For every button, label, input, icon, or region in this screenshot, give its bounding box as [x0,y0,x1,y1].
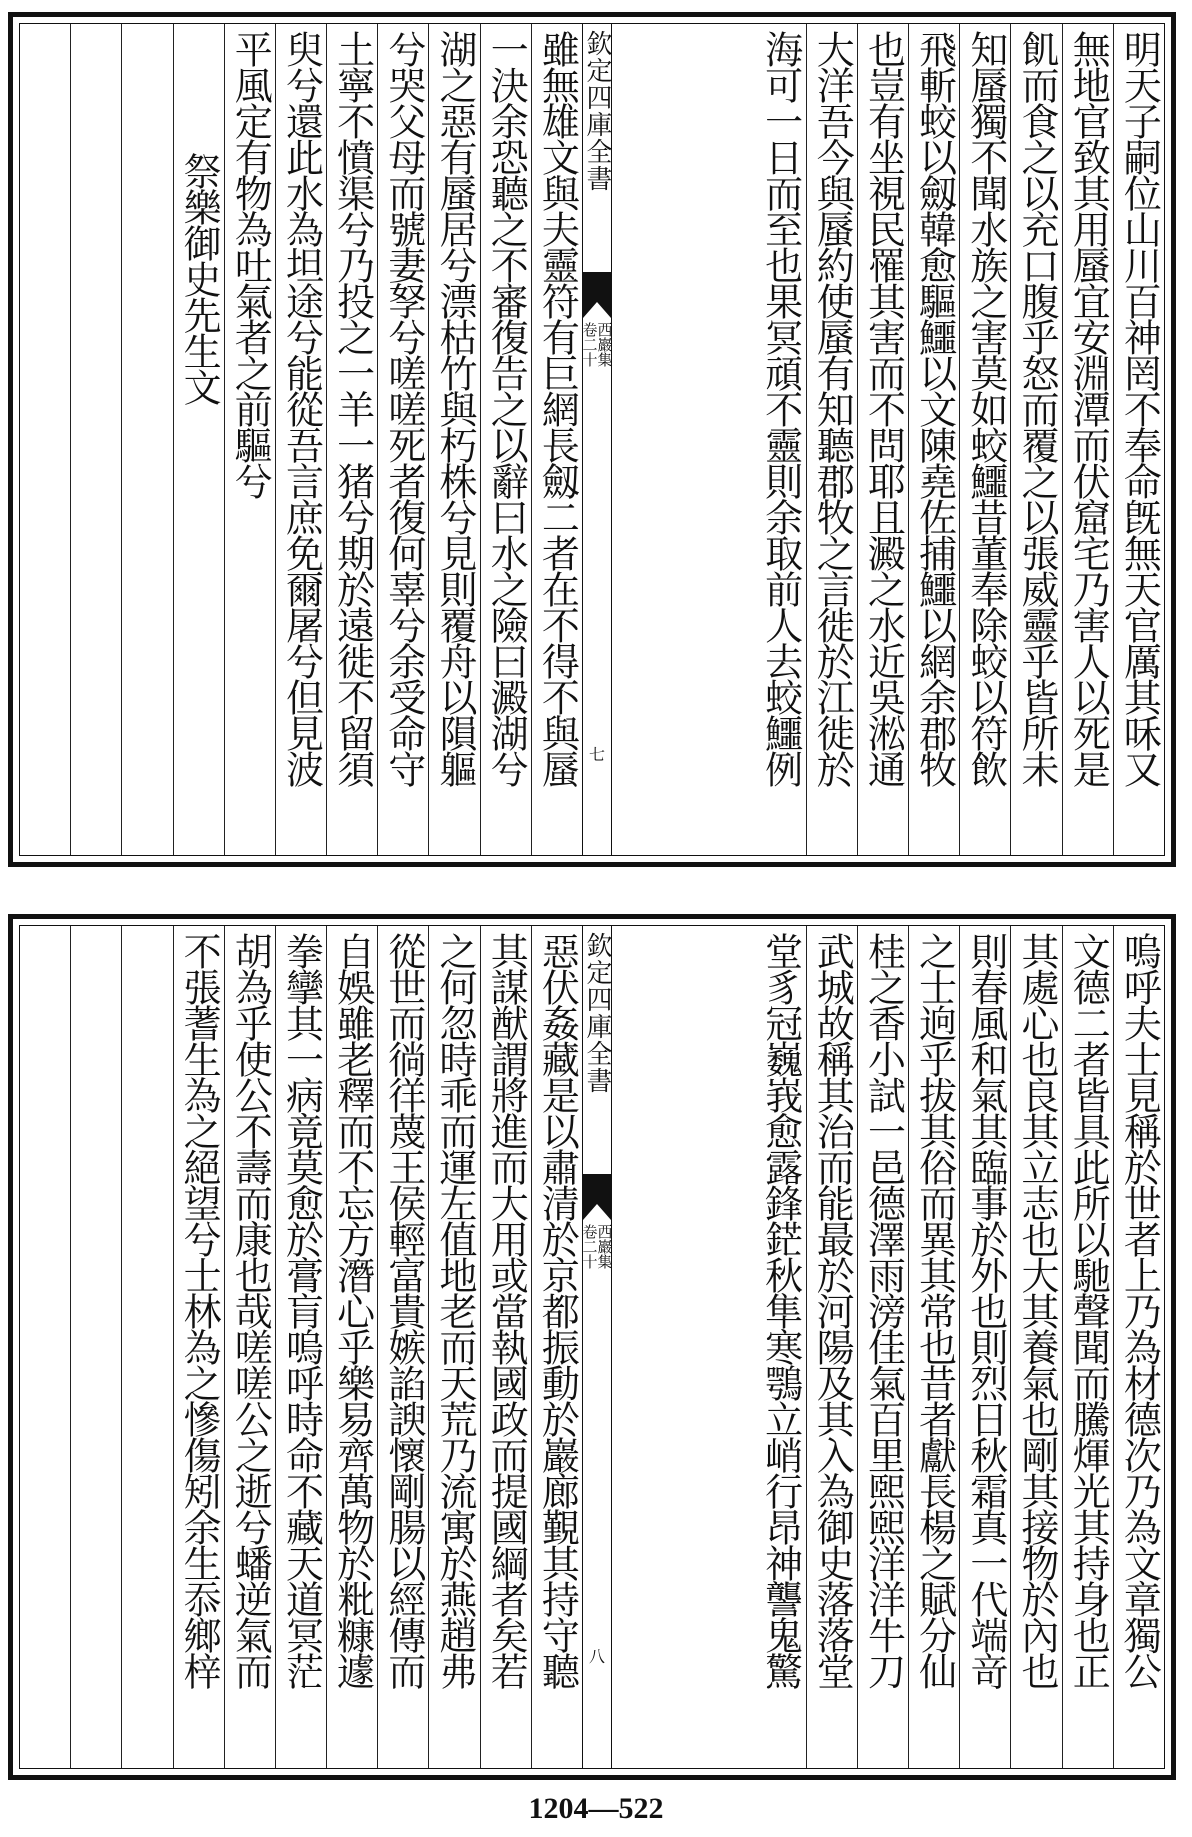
text-column-content: 飢而食之以充口腹乎怒而覆之以張威靈乎皆所未 [1015,30,1060,786]
text-column-content: 土寧不憤渠兮乃投之一羊一猪兮期於遠徙不留須 [330,30,375,786]
text-column [959,24,1010,855]
text-column [755,24,806,855]
text-column-content: 海可一日而至也果冥頑不靈則余取前人去蛟鱷例 [758,30,803,786]
text-column [755,926,806,1768]
text-column [428,926,479,1768]
text-column [275,24,326,855]
text-column [1113,24,1164,855]
text-column [326,24,377,855]
gutter-title: 欽定四庫全書 [582,932,612,1094]
text-column-content: 其謀猷謂將進而大用或當執國政而提國綱者矣若 [484,932,529,1688]
section-title-column [173,24,224,855]
text-column-content: 明天子嗣位山川百神罔不奉命旣無天官厲其咊又 [1117,30,1162,786]
text-column-content: 大洋吾今與蜃約使蜃有知聽郡牧之言徙於江徙於 [810,30,855,786]
text-column-content: 其處心也良其立志也大其養氣也剛其接物於內也 [1015,932,1060,1688]
text-column [1010,926,1061,1768]
text-column-content: 惡伏姦藏是以肅清於京都振動於巖廊覲其持守聽 [535,932,580,1688]
page-number: 八 [588,1647,605,1666]
page-frame [19,925,1165,1769]
text-column-content: 桂之香小試一邑德澤雨滂佳氣百里煕煕洋洋牛刀 [861,932,906,1688]
text-column [908,24,959,855]
text-column-content: 知蜃獨不聞水族之害莫如蛟鱷昔董奉除蛟以符飲 [963,30,1008,786]
text-column [480,24,531,855]
text-column-content: 拳攣其一病竟莫愈於膏肓嗚呼時命不藏天道冥茫 [279,932,324,1688]
text-column [275,926,326,1768]
text-column [1010,24,1061,855]
text-column [908,926,959,1768]
page-top [8,12,1176,867]
text-column [173,926,224,1768]
text-column-content: 自娛雖老釋而不忘方潛心乎樂易齊萬物於粃糠遽 [330,932,375,1688]
gutter-book: 西巖集 [595,1224,614,1269]
text-column-content: 無地官致其用蜃宜安淵潭而伏窟宅乃害人以死是 [1066,30,1111,786]
center-gutter [582,926,612,1768]
left-half [20,926,582,1768]
center-gutter [582,24,612,855]
text-column-content: 之何忽時乖而運左值地老而天荒乃流寓於燕趙弗 [433,932,478,1688]
gutter-title: 欽定四庫全書 [582,30,612,192]
text-column [531,926,582,1768]
page-number: 七 [588,745,605,764]
left-half [20,24,582,855]
text-column [377,24,428,855]
text-column [224,24,275,855]
text-column-content: 也豈有坐視民罹其害而不問耶且澱之水近吳淞通 [861,30,906,786]
text-column-content: 雖無雄文與夫靈符有巨網長劔二者在不得不與蜃 [535,30,580,786]
page-bottom [8,914,1176,1780]
text-column-content: 堂豸冠巍峩愈露鋒鋩秋隼寒鶚立峭行昂神讋鬼驚 [758,932,803,1688]
text-column [1113,926,1164,1768]
text-column-content: 湖之惡有蜃居兮漂枯竹與朽株兮見則覆舟以隕軀 [433,30,478,786]
text-column [531,24,582,855]
empty-column [70,926,121,1768]
text-column-content: 則春風和氣其臨事於外也則烈日秋霜真一代端竒 [963,932,1008,1688]
section-title: 祭樂御史先生文 [177,152,222,404]
text-column [1062,926,1113,1768]
text-column-content: 嗚呼夫士見稱於世者上乃為材德次乃為文章獨公 [1117,932,1162,1688]
empty-column [121,24,172,855]
empty-column [121,926,172,1768]
text-column-content: 飛斬蛟以劔韓愈驅鱷以文陳堯佐捕鱷以網余郡牧 [912,30,957,786]
text-column-content: 之士逈乎拔其俗而異其常也昔者獻長楊之賦分仙 [912,932,957,1688]
text-column-content: 兮哭父母而號妻孥兮嗟嗟死者復何辜兮余受命守 [381,30,426,786]
text-column [857,24,908,855]
text-column [326,926,377,1768]
fishtail-mark-icon [583,272,611,318]
gutter-book: 西巖集 [595,322,614,367]
scan-page-reference: 1204—522 [528,1792,664,1825]
text-column-content: 文德二者皆具此所以馳聲聞而騰煇光其持身也正 [1066,932,1111,1688]
text-column [1062,24,1113,855]
text-column [857,926,908,1768]
text-column-content: 胡為乎使公不壽而康也哉嗟嗟公之逝兮蟠逆氣而 [228,932,273,1688]
fishtail-mark-icon [583,1174,611,1220]
text-column-content: 不張蓍生為之絕望兮士林為之慘傷矧余生忝鄉梓 [177,932,222,1688]
page-frame [19,23,1165,856]
text-column-content: 一決余恐聽之不審復告之以辭曰水之險曰澱湖兮 [484,30,529,786]
text-column [377,926,428,1768]
text-column [959,926,1010,1768]
gutter-volume [580,322,614,367]
text-column [428,24,479,855]
gutter-volume [580,1224,614,1269]
text-column-content: 武城故稱其治而能最於河陽及其入為御史落落堂 [810,932,855,1688]
text-column [480,926,531,1768]
text-column-content: 臾兮還此水為坦途兮能從吾言庶免爾屠兮但見波 [279,30,324,786]
gutter-volume-label: 卷二十 [580,1224,599,1269]
text-column-content: 從世而徜徉蔑王侯輕富貴嫉諂諛懷剛腸以經傳而 [381,932,426,1688]
empty-column [70,24,121,855]
text-column [806,926,857,1768]
text-column [806,24,857,855]
gutter-volume-label: 卷二十 [580,322,599,367]
text-column-content: 平風定有物為吐氣者之前驅兮 [228,30,273,498]
text-column [224,926,275,1768]
